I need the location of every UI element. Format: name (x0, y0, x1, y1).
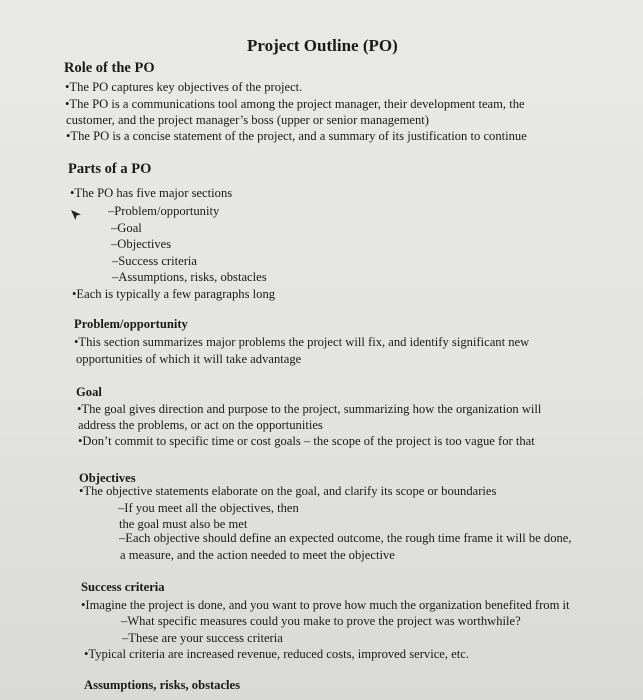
parts-heading: Parts of a PO (68, 161, 152, 177)
section-item: –Objectives (111, 237, 172, 251)
cursor-arrow-icon (70, 209, 82, 221)
objectives-heading: Objectives (79, 471, 136, 485)
success-heading: Success criteria (81, 580, 165, 594)
objectives-line-3: the goal must also be met (119, 517, 248, 531)
problem-line-2: opportunities of which it will take advantage (76, 352, 302, 366)
success-line-4: •Typical criteria are increased revenue, reduced costs, improved service, etc. (84, 647, 469, 661)
objectives-line-4: –Each objective should define an expected outcome, the rough time frame it will be done, (119, 531, 572, 545)
assumptions-heading: Assumptions, risks, obstacles (84, 678, 241, 692)
role-line-1: •The PO captures key objectives of the project. (65, 80, 303, 94)
page-title: Project Outline (PO) (247, 36, 398, 55)
parts-outro: •Each is typically a few paragraphs long (72, 287, 276, 301)
goal-line-2: address the problems, or act on the opportunities (78, 418, 323, 432)
parts-intro: •The PO has five major sections (70, 186, 233, 200)
problem-line-1: •This section summarizes major problems the project will fix, and identify significant new (74, 335, 530, 349)
success-line-3: –These are your success criteria (122, 631, 283, 645)
section-item: –Success criteria (112, 254, 197, 268)
section-item: –Goal (111, 221, 142, 235)
success-line-2: –What specific measures could you make to prove the project was worthwhile? (121, 614, 521, 628)
role-heading: Role of the PO (64, 60, 155, 76)
objectives-line-5: a measure, and the action needed to meet the objective (120, 548, 395, 562)
goal-line-1: •The goal gives direction and purpose to the project, summarizing how the organization will (77, 402, 542, 416)
objectives-line-2: –If you meet all the objectives, then (118, 501, 299, 515)
goal-heading: Goal (76, 385, 102, 399)
section-item: –Problem/opportunity (108, 204, 220, 218)
problem-heading: Problem/opportunity (74, 317, 188, 331)
goal-line-3: •Don’t commit to specific time or cost goals – the scope of the project is too vague for that (78, 434, 535, 448)
role-line-2: •The PO is a communications tool among the project manager, their development team, the (65, 97, 525, 111)
role-line-4: •The PO is a concise statement of the project, and a summary of its justification to continue (66, 129, 527, 143)
objectives-line-1: •The objective statements elaborate on the goal, and clarify its scope or boundaries (79, 484, 497, 498)
success-line-1: •Imagine the project is done, and you want to prove how much the organization benefited from it (81, 598, 570, 612)
section-item: –Assumptions, risks, obstacles (112, 270, 267, 284)
role-line-3: customer, and the project manager’s boss (upper or senior management) (66, 113, 429, 127)
